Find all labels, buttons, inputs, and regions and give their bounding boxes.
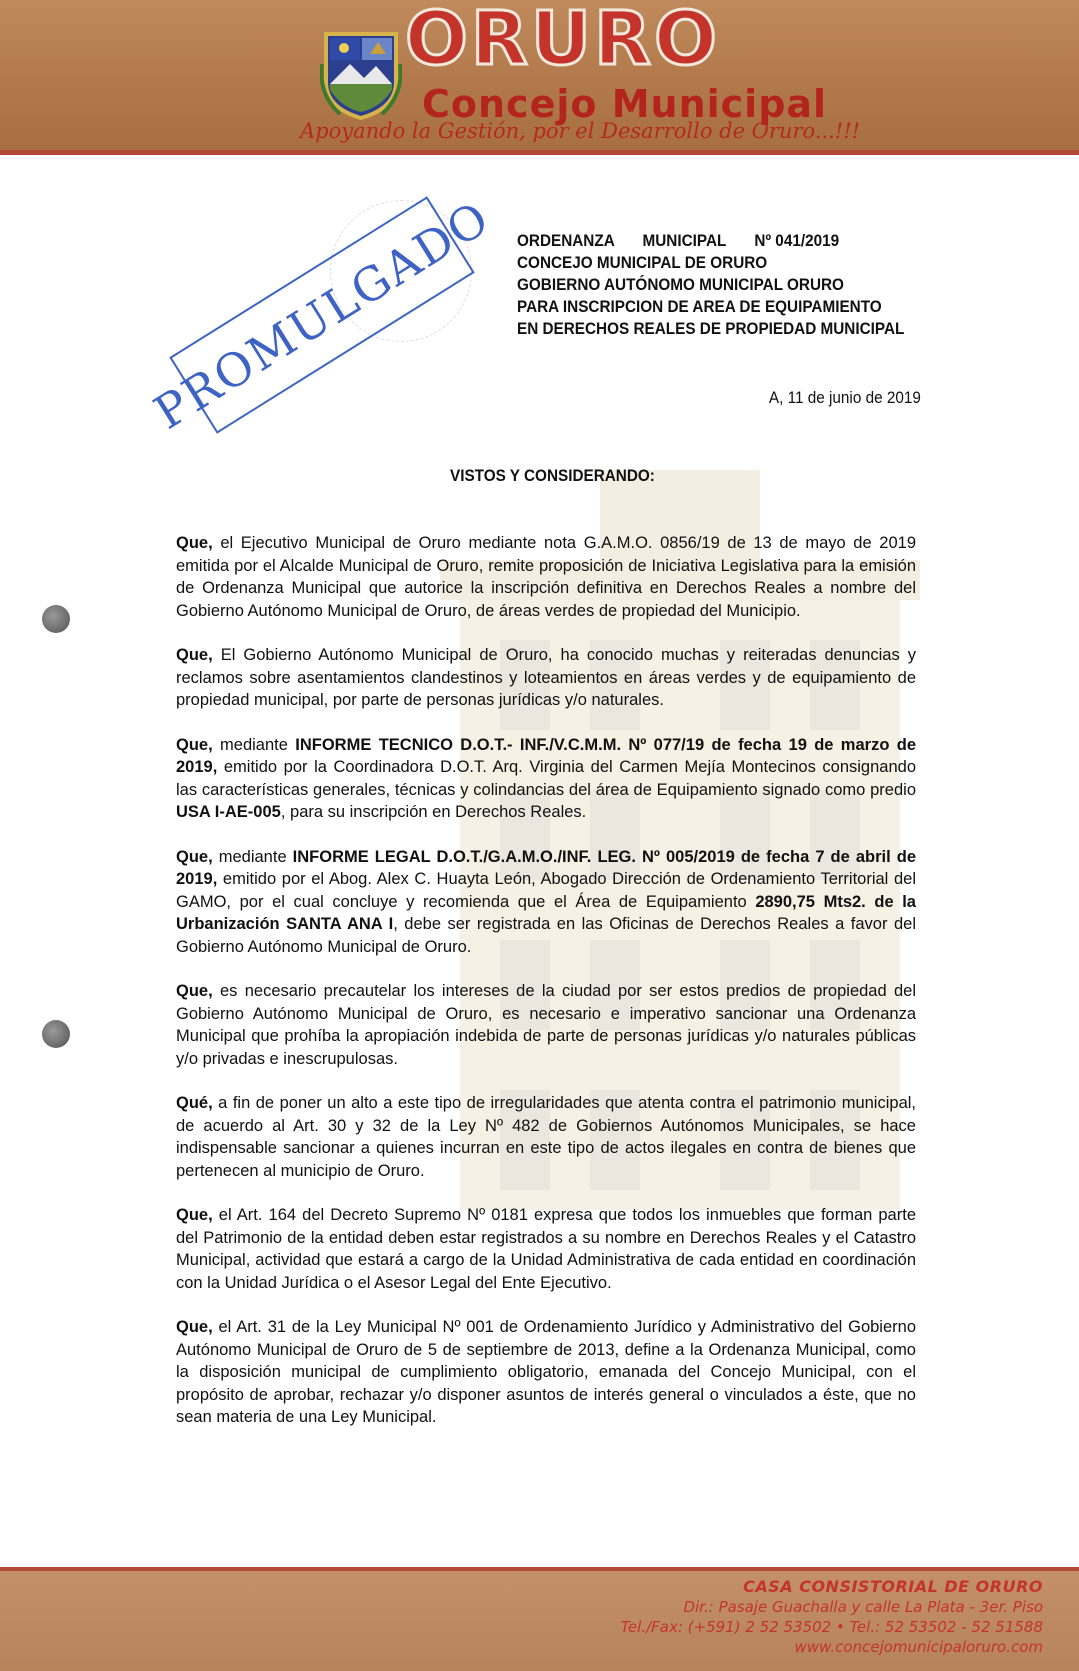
paragraph-lead: Qué, [176, 1094, 213, 1112]
footer-website[interactable]: www.concejomunicipaloruro.com [794, 1638, 1043, 1656]
paragraph-5 [176, 980, 916, 1070]
oruro-coat-of-arms-icon [320, 24, 402, 120]
section-title: VISTOS Y CONSIDERANDO: [450, 466, 655, 485]
promulgado-stamp: PROMULGADO [144, 190, 500, 440]
brand-slogan: Apoyando la Gestión, por el Desarrollo de Oruro...!!! [300, 119, 861, 143]
footer-address: Dir.: Pasaje Guachalla y calle La Plata - 3er. Piso [683, 1598, 1043, 1616]
paragraph-4 [176, 846, 916, 959]
paragraph-lead: Que, [176, 735, 213, 754]
property-code: USA I-AE-005 [176, 803, 281, 821]
heading-line-3: GOBIERNO AUTÓNOMO MUNICIPAL ORURO [517, 275, 844, 294]
paragraph-lead: Que, [176, 1206, 213, 1224]
technical-report-reference: INFORME TECNICO D.O.T.- INF./V.C.M.M. Nº 077/19 de fecha 19 de marzo de 2019, [176, 735, 917, 776]
paragraph-text: mediante [212, 735, 296, 754]
ordinance-number: Nº 041/2019 [754, 231, 840, 250]
paragraph-text: el Art. 31 de la Ley Municipal Nº 001 de Ordenamiento Jurídico y Administrativo del Gobierno Autónomo Municipal de Oruro de 5 de septiembre de 2013, define a la Ordenanza Municipal, como la disposición municipal de cumplimiento obligatorio, emanada del Concejo Municipal, con el propósito de aprobar, rechazar y/o disponer asuntos de interés general o vinculados a éste, que no sean materia de una Ley Municipal. [176, 1318, 916, 1426]
paragraph-lead: Que, [176, 534, 213, 552]
paragraph-text: emitido por el Abog. Alex C. Huayta León, Abogado Dirección de Ordenamiento Territorial del GAMO, por el cual concluye y recomienda que el Área de Equipamiento [176, 870, 916, 911]
area-reference: 2890,75 Mts2. de la Urbanización SANTA ANA I [176, 892, 916, 933]
paragraph-text: el Ejecutivo Municipal de Oruro mediante nota G.A.M.O. 0856/19 de 13 de mayo de 2019 emitida por el Alcalde Municipal de Oruro, remite proposición de Iniciativa Legislativa para la emisión de Ordenanza Municipal que autorice la inscripción definitiva en Derechos Reales a nombre del Gobierno Autónomo Municipal de Oruro, de áreas verdes de propiedad del Municipio. [176, 534, 916, 620]
paragraph-text: es necesario precautelar los intereses de la ciudad por ser estos predios de propiedad del Gobierno Autónomo Municipal de Oruro, es necesario e imperativo sancionar una Ordenanza Municipal que prohíba la apropiación indebida de parte de personas jurídicas y/o naturales públicas y/o privadas e inescrupulosas. [176, 982, 916, 1068]
heading-line-4: PARA INSCRIPCION DE AREA DE EQUIPAMIENTO [517, 297, 882, 316]
letterhead-header [0, 0, 1079, 150]
punch-hole [42, 1020, 70, 1048]
document-body [176, 532, 916, 1451]
brand-subtitle: Concejo Municipal [422, 82, 828, 126]
paragraph-text: El Gobierno Autónomo Municipal de Oruro, ha conocido muchas y reiteradas denuncias y reclamos sobre asentamientos clandestinos y loteamientos en áreas verdes y de equipamiento de propiedad municipal, por parte de personas jurídicas y/o naturales. [176, 646, 916, 709]
paragraph-1 [176, 532, 916, 622]
heading-municipal: MUNICIPAL [642, 231, 727, 250]
heading-line-2: CONCEJO MUNICIPAL DE ORURO [517, 253, 768, 272]
punch-hole [42, 605, 70, 633]
paragraph-lead: Que, [176, 646, 213, 664]
brand-title: ORURO [405, 0, 720, 82]
paragraph-text: emitido por la Coordinadora D.O.T. Arq. Virginia del Carmen Mejía Montecinos consignando las características generales, técnicas y colindancias del área de Equipamiento signado como predio [176, 758, 916, 799]
paragraph-8 [176, 1316, 916, 1429]
footer-institution: CASA CONSISTORIAL DE ORURO [743, 1577, 1043, 1596]
ordinance-heading [517, 230, 904, 340]
paragraph-lead: Que, [176, 982, 213, 1000]
paragraph-text: , debe ser registrada en las Oficinas de Derechos Reales a favor del Gobierno Autónomo Municipal de Oruro. [176, 915, 916, 956]
document-date: A, 11 de junio de 2019 [768, 388, 921, 407]
paragraph-lead: Que, [176, 847, 213, 866]
footer-phones: Tel./Fax: (+591) 2 52 53502 • Tel.: 52 53502 - 52 51588 [620, 1618, 1043, 1636]
paragraph-3 [176, 734, 916, 824]
legal-report-reference: INFORME LEGAL D.O.T./G.A.M.O./INF. LEG. Nº 005/2019 de fecha 7 de abril de 2019, [176, 847, 916, 888]
header-divider [0, 150, 1079, 155]
paragraph-text: , para su inscripción en Derechos Reales. [280, 803, 587, 821]
footer-contact [621, 1577, 1043, 1657]
heading-line-5: EN DERECHOS REALES DE PROPIEDAD MUNICIPAL [517, 319, 905, 338]
heading-line-1 [517, 230, 904, 252]
paragraph-2 [176, 644, 916, 712]
paragraph-text: el Art. 164 del Decreto Supremo Nº 0181 expresa que todos los inmuebles que forman parte del Patrimonio de la entidad deben estar registrados a su nombre en Derechos Reales y el Catastro Municipal, actividad que estará a cargo de la Unidad Administrativa de cada entidad en coordinación con la Unidad Jurídica o el Asesor Legal del Ente Ejecutivo. [176, 1206, 916, 1292]
heading-ordenanza: ORDENANZA [517, 231, 615, 250]
paragraph-6 [176, 1092, 916, 1182]
paragraph-lead: Que, [176, 1318, 213, 1336]
paragraph-7 [176, 1204, 916, 1294]
paragraph-text: mediante [212, 847, 293, 866]
paragraph-text: a fin de poner un alto a este tipo de irregularidades que atenta contra el patrimonio municipal, de acuerdo al Art. 30 y 32 de la Ley Nº 482 de Gobiernos Autónomos Municipales, se hace indispensable sancionar a quienes incurran en este tipo de actos ilegales en contra de bienes que pertenecen al municipio de Oruro. [176, 1094, 916, 1180]
